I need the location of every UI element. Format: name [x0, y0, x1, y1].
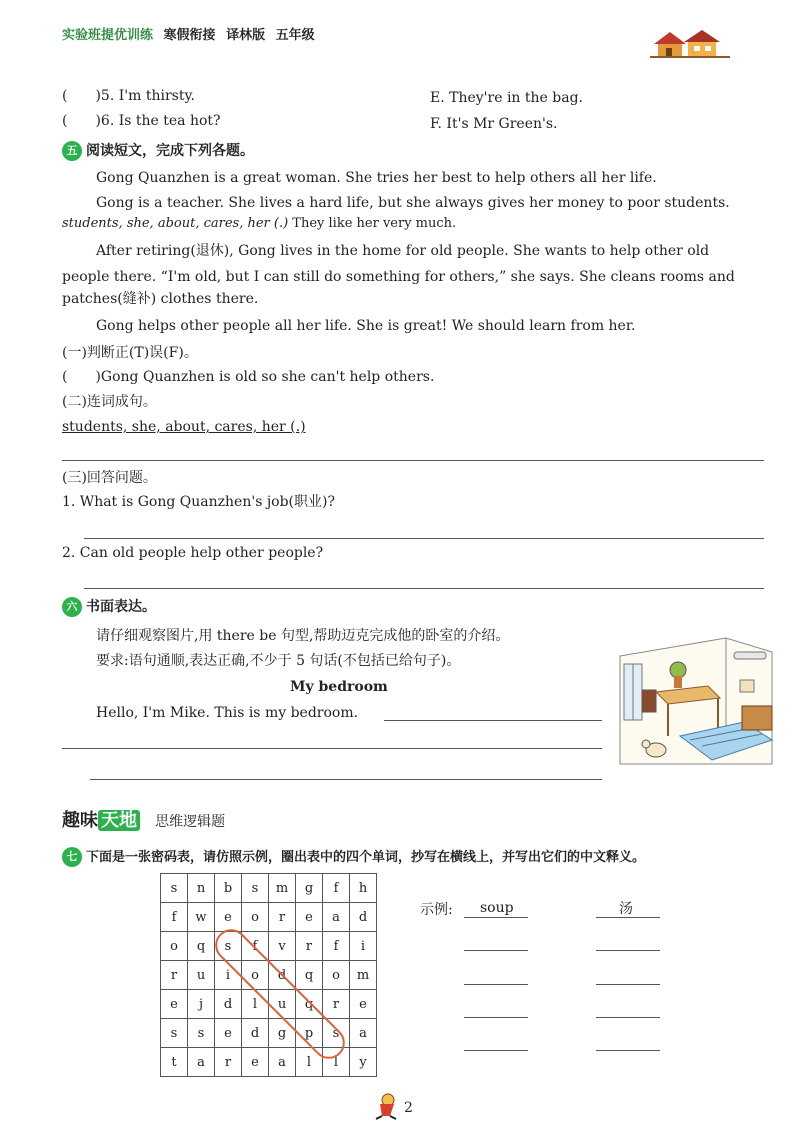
- tf-question: ( )Gong Quanzhen is old so she can't help others.: [62, 369, 435, 385]
- answer-line[interactable]: [384, 720, 602, 721]
- passage-text: They like her very much.: [292, 216, 457, 231]
- answer-line[interactable]: [62, 748, 602, 749]
- section-7-heading: [62, 846, 645, 867]
- grid-row: [161, 932, 377, 961]
- example-label: 示例:: [420, 902, 453, 918]
- answer-line[interactable]: [464, 984, 528, 985]
- answer-line[interactable]: [90, 779, 602, 780]
- fun-title-box: 天地: [98, 810, 140, 831]
- fun-title: 趣味: [62, 810, 98, 831]
- match-option-e: E. They're in the bag.: [430, 90, 583, 106]
- grid-cell[interactable]: r: [323, 990, 350, 1019]
- page-number: 2: [404, 1100, 413, 1116]
- answer-line[interactable]: [596, 984, 660, 985]
- grid-cell[interactable]: a: [269, 1048, 296, 1077]
- header-item: 寒假衔接: [163, 28, 216, 43]
- grid-cell[interactable]: l: [296, 1048, 323, 1077]
- grid-cell[interactable]: e: [215, 903, 242, 932]
- grid-cell[interactable]: s: [161, 874, 188, 903]
- section-title: 阅读短文，完成下列各题。: [86, 143, 254, 159]
- grid-cell[interactable]: r: [215, 1048, 242, 1077]
- grid-cell[interactable]: u: [269, 990, 296, 1019]
- grid-cell[interactable]: f: [323, 932, 350, 961]
- grid-cell[interactable]: q: [296, 990, 323, 1019]
- section-badge: 六: [62, 597, 82, 617]
- grid-cell[interactable]: r: [269, 903, 296, 932]
- passage-p2b: [62, 214, 456, 234]
- grid-cell[interactable]: m: [269, 874, 296, 903]
- grid-cell[interactable]: s: [242, 874, 269, 903]
- header-brand: 实验班提优训练: [62, 28, 154, 43]
- section-5-heading: [62, 140, 254, 161]
- grid-cell[interactable]: d: [242, 1019, 269, 1048]
- example-meaning: 汤: [619, 901, 633, 917]
- grid-cell[interactable]: n: [188, 874, 215, 903]
- answer-line[interactable]: [464, 950, 528, 951]
- grid-cell[interactable]: e: [296, 903, 323, 932]
- question-1: 1. What is Gong Quanzhen's job(职业)?: [62, 494, 335, 510]
- grid-cell[interactable]: o: [242, 961, 269, 990]
- section-badge: 七: [62, 847, 82, 867]
- grid-cell[interactable]: d: [350, 903, 377, 932]
- passage-p2: Gong is a teacher. She lives a hard life, but she always gives her money to poor students.: [96, 195, 730, 211]
- grid-cell[interactable]: s: [161, 1019, 188, 1048]
- grid-cell[interactable]: a: [323, 903, 350, 932]
- grid-row: [161, 961, 377, 990]
- grid-cell[interactable]: w: [188, 903, 215, 932]
- grid-row: [161, 990, 377, 1019]
- example-word: soup: [480, 900, 514, 916]
- grid-cell[interactable]: s: [323, 1019, 350, 1048]
- match-q5: ( )5. I'm thirsty.: [62, 88, 195, 104]
- house-icon: [650, 28, 730, 62]
- grid-cell[interactable]: l: [323, 1048, 350, 1077]
- grid-cell[interactable]: l: [242, 990, 269, 1019]
- essay-start: Hello, I'm Mike. This is my bedroom.: [96, 705, 359, 721]
- grid-cell[interactable]: o: [242, 903, 269, 932]
- grid-row: [161, 903, 377, 932]
- grid-cell[interactable]: a: [188, 1048, 215, 1077]
- answer-line[interactable]: [464, 1017, 528, 1018]
- page-header: [62, 24, 321, 43]
- grid-cell[interactable]: m: [350, 961, 377, 990]
- part-2-title: (二)连词成句。: [62, 394, 157, 410]
- grid-cell[interactable]: r: [296, 932, 323, 961]
- answer-line[interactable]: [596, 1017, 660, 1018]
- question-2: 2. Can old people help other people?: [62, 545, 324, 561]
- grid-row: [161, 874, 377, 903]
- grid-cell[interactable]: f: [161, 903, 188, 932]
- passage-p3b: people there. “I'm old, but I can still do something for others,” she says. She cleans rooms and: [62, 269, 735, 285]
- grid-cell[interactable]: y: [350, 1048, 377, 1077]
- grid-cell[interactable]: o: [323, 961, 350, 990]
- grid-row: [161, 1019, 377, 1048]
- grid-cell[interactable]: g: [269, 1019, 296, 1048]
- scrambled-words: students, she, about, cares, her (.): [62, 216, 289, 231]
- instruction-2: 要求:语句通顺,表达正确,不少于 5 句话(不包括已给句子)。: [96, 653, 461, 669]
- passage-p1: Gong Quanzhen is a great woman. She tries her best to help others all her life.: [96, 170, 657, 186]
- passage-p3c: patches(缝补) clothes there.: [62, 291, 259, 307]
- answer-line: [464, 917, 528, 918]
- bedroom-illustration: [616, 636, 774, 766]
- grid-cell[interactable]: s: [188, 1019, 215, 1048]
- grid-cell[interactable]: r: [161, 961, 188, 990]
- part-1-title: (一)判断正(T)误(F)。: [62, 345, 198, 361]
- grid-cell[interactable]: g: [296, 874, 323, 903]
- section-6-heading: [62, 596, 156, 617]
- grid-cell[interactable]: h: [350, 874, 377, 903]
- grid-cell[interactable]: v: [269, 932, 296, 961]
- grid-cell[interactable]: e: [215, 1019, 242, 1048]
- fun-section-header: [62, 806, 225, 832]
- passage-p4: Gong helps other people all her life. She is great! We should learn from her.: [96, 318, 636, 334]
- answer-line[interactable]: [596, 1050, 660, 1051]
- match-option-f: F. It's Mr Green's.: [430, 116, 558, 132]
- grid-cell[interactable]: d: [215, 990, 242, 1019]
- grid-cell[interactable]: a: [350, 1019, 377, 1048]
- essay-heading: My bedroom: [290, 679, 388, 695]
- grid-cell[interactable]: s: [215, 932, 242, 961]
- header-item: 译林版: [226, 28, 266, 43]
- letter-grid-wrapper: [160, 873, 377, 1077]
- answer-line: [596, 917, 660, 918]
- grid-cell[interactable]: d: [269, 961, 296, 990]
- section-title: 书面表达。: [86, 599, 156, 615]
- answer-line[interactable]: [596, 950, 660, 951]
- part-3-title: (三)回答问题。: [62, 470, 157, 486]
- grid-row: [161, 1048, 377, 1077]
- instruction-1: 请仔细观察图片,用 there be 句型,帮助迈克完成他的卧室的介绍。: [96, 628, 510, 644]
- scramble-words: students, she, about, cares, her (.): [62, 419, 306, 435]
- grid-cell[interactable]: b: [215, 874, 242, 903]
- match-q6: ( )6. Is the tea hot?: [62, 113, 221, 129]
- grid-cell[interactable]: j: [188, 990, 215, 1019]
- answer-line[interactable]: [62, 460, 764, 461]
- answer-line[interactable]: [84, 538, 764, 539]
- answer-line[interactable]: [84, 588, 764, 589]
- grid-cell[interactable]: f: [242, 932, 269, 961]
- answer-line[interactable]: [464, 1050, 528, 1051]
- mascot-icon: [370, 1090, 400, 1120]
- grid-cell[interactable]: q: [188, 932, 215, 961]
- grid-cell[interactable]: p: [296, 1019, 323, 1048]
- grid-cell[interactable]: t: [161, 1048, 188, 1077]
- grid-cell[interactable]: o: [161, 932, 188, 961]
- grid-cell[interactable]: q: [296, 961, 323, 990]
- header-item: 五年级: [275, 28, 315, 43]
- grid-cell[interactable]: e: [161, 990, 188, 1019]
- grid-cell[interactable]: f: [323, 874, 350, 903]
- grid-cell[interactable]: e: [242, 1048, 269, 1077]
- fun-subtitle: 思维逻辑题: [155, 814, 226, 830]
- letter-grid: [160, 873, 377, 1077]
- grid-cell[interactable]: e: [350, 990, 377, 1019]
- passage-p3a: After retiring(退休), Gong lives in the home for old people. She wants to help other old: [96, 243, 710, 259]
- grid-cell[interactable]: u: [188, 961, 215, 990]
- section-badge: 五: [62, 141, 82, 161]
- section-title: 下面是一张密码表，请仿照示例，圈出表中的四个单词，抄写在横线上，并写出它们的中文释义。: [86, 850, 646, 865]
- grid-cell[interactable]: i: [350, 932, 377, 961]
- grid-cell[interactable]: i: [215, 961, 242, 990]
